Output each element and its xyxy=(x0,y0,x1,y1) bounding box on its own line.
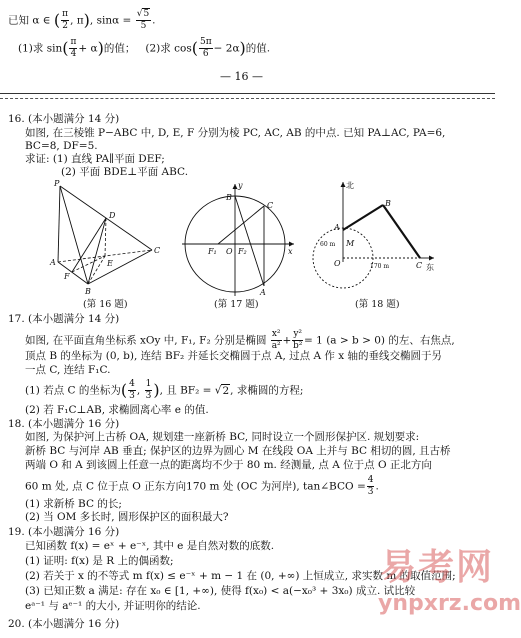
section-divider-dashed xyxy=(0,98,495,99)
frac-den: 3 xyxy=(145,391,152,401)
frac-num: 1 xyxy=(145,379,152,389)
fig17-label-y: y xyxy=(238,181,243,190)
fig17-label-o: O xyxy=(226,247,233,256)
q19-line5: eᵃ⁻¹ 与 aᵉ⁻¹ 的大小, 并证明你的结论. xyxy=(25,600,201,612)
sqrt-value: 5 xyxy=(143,9,150,19)
figure-18-bridge xyxy=(310,178,436,300)
coord-y-fraction xyxy=(145,380,153,401)
q18-line4 xyxy=(25,476,379,497)
q17-l4-prefix: (1) 若点 C 的坐标为 xyxy=(25,384,121,397)
coord-x-fraction xyxy=(128,380,136,401)
q19-line2: (1) 证明: f(x) 是 R 上的偶函数; xyxy=(25,555,174,567)
frac-num: 5π xyxy=(199,37,212,47)
frac-num: x² xyxy=(271,329,281,339)
y-axis-arrow xyxy=(233,184,238,189)
frac-den: 3 xyxy=(367,487,374,497)
q18-line3: 两端 O 和 A 到该圆上任意一点的距离均不少于 80 m. 经测量, 点 A 位于点 O 正北方向 xyxy=(25,459,432,471)
fig18-label-b: B xyxy=(385,199,391,208)
frac-den: 6 xyxy=(202,49,209,59)
x-axis-arrow xyxy=(289,242,294,247)
figure-17-ellipse xyxy=(178,178,298,300)
fig18-label-north: 北 xyxy=(346,181,354,190)
q17-l4-suffix: , 求椭圆的方程; xyxy=(230,384,304,397)
interval-right: π xyxy=(76,14,84,27)
section-divider-solid xyxy=(0,93,495,94)
q18-line5: (1) 求新桥 BC 的长; xyxy=(25,498,122,510)
q19-heading: 19. (本小题满分 16 分) xyxy=(8,526,120,538)
paren-right: ) xyxy=(97,38,104,58)
fig18-label-c: C xyxy=(416,261,423,270)
q17-line4: (1) 若点 C 的坐标为( $\frac{4}{3}$ , $\frac{1}{3}$ ), 且 BF₂ = √2, 求椭圆的方程; xyxy=(25,379,304,401)
fig18-label-170m: 170 m xyxy=(370,263,390,270)
frac-num: π xyxy=(70,37,77,47)
sqrt-value: 2 xyxy=(222,384,230,397)
frac-num: y² xyxy=(293,329,303,339)
fig18-caption: (第 18 题) xyxy=(355,299,400,310)
fig16-label-c: C xyxy=(154,246,161,255)
part2-minus: − 2α xyxy=(213,42,240,55)
q17-heading: 17. (本小题满分 14 分) xyxy=(8,313,120,325)
y2-over-b2 xyxy=(292,330,303,351)
fig16-label-f: F xyxy=(64,272,70,281)
part1-plus: + α xyxy=(78,42,98,55)
part2-fraction xyxy=(199,38,213,59)
q17-line5: (2) 若 F₁C⊥AB, 求椭圆离心率 e 的值. xyxy=(25,404,209,416)
tan-fraction xyxy=(367,476,375,497)
q18-heading: 18. (本小题满分 16 分) xyxy=(8,418,120,430)
frac-num: π xyxy=(62,9,69,19)
page-number: — 16 — xyxy=(220,70,263,83)
paren-right: ) xyxy=(83,10,90,30)
fig17-label-x: x xyxy=(288,247,293,256)
interval-left-fraction xyxy=(61,10,69,31)
fig18-label-60m: 60 m xyxy=(320,241,336,248)
paren-left: ( xyxy=(62,38,69,58)
fig16-caption: (第 16 题) xyxy=(83,299,128,310)
q17-line2: 顶点 B 的坐标为 (0, b), 连结 BF₂ 并延长交椭圆于点 A, 过点 A 作 x 轴的垂线交椭圆于另 xyxy=(25,350,443,362)
q16-line4: (2) 平面 BDE⊥平面 ABC. xyxy=(61,166,189,178)
fig17-label-f1: F₁ xyxy=(208,247,217,256)
frac-den: 3 xyxy=(129,391,135,401)
q18-line6: (2) 当 OM 多长时, 圆形保护区的面积最大? xyxy=(25,511,229,523)
frac-num: 4 xyxy=(367,475,374,485)
sin-fraction xyxy=(136,10,151,31)
paren-left: ( xyxy=(53,10,61,30)
fig16-label-a: A xyxy=(50,258,56,267)
frac-den: 4 xyxy=(70,49,77,59)
fig17-label-c: C xyxy=(267,201,274,210)
frac-num: √5 xyxy=(136,9,150,19)
frac-den: b² xyxy=(293,341,303,351)
paren-left: ( xyxy=(191,38,198,58)
part1-fraction xyxy=(69,38,77,59)
fig16-label-d: D xyxy=(109,211,116,220)
frac-den: a² xyxy=(271,341,281,351)
frac-num: 4 xyxy=(129,379,135,389)
paren-right: ) xyxy=(239,38,246,58)
fig17-label-f2: F₂ xyxy=(238,247,247,256)
q16-line2: BC=8, DF=5. xyxy=(25,140,98,152)
fig18-label-m: M xyxy=(346,239,355,248)
q16-heading: 16. (本小题满分 14 分) xyxy=(8,113,120,125)
q17-line1: 如图, 在平面直角坐标系 xOy 中, F₁, F₂ 分别是椭圆 $\frac{\text{x²}}{\text{a²}}$ + $\frac{\text{y²}}{\text{b²}}$ = 1 (a > b > 0) 的左、右焦点, xyxy=(25,329,455,351)
north-arrow xyxy=(341,182,346,187)
sin-text: sinα = xyxy=(96,14,132,27)
frac-den: 2 xyxy=(62,21,68,31)
q19-line1: 已知函数 f(x) = eˣ + e⁻ˣ, 其中 e 是自然对数的底数. xyxy=(25,540,275,552)
fig18-label-o: O xyxy=(334,259,341,268)
fig16-label-e: E xyxy=(107,259,113,268)
part2-prefix: (2)求 cos xyxy=(145,42,192,55)
q18-line2: 新桥 BC 与河岸 AB 垂直; 保护区的边界为圆心 M 在线段 OA 上并与 BC 相切的圆, 且古桥 xyxy=(25,445,451,457)
fig16-label-p: P xyxy=(54,179,60,188)
fig16-label-b: B xyxy=(85,287,91,296)
fig18-label-a: A xyxy=(334,223,340,232)
q18-l4-suffix: . xyxy=(375,480,379,493)
q17-l4-mid: , 且 BF₂ = xyxy=(159,384,212,397)
paren-left: ( xyxy=(120,380,128,400)
paren-right: ) xyxy=(153,380,160,400)
frac-den: 5 xyxy=(140,21,147,31)
top-given-prefix: 已知 α ∈ xyxy=(8,14,51,27)
part2-suffix: 的值. xyxy=(245,42,271,55)
q20-heading: 20. (本小题满分 16 分) xyxy=(8,618,120,630)
q16-line1: 如图, 在三棱锥 P−ABC 中, D, E, F 分别为棱 PC, AC, AB 的中点. 已知 PA⊥AC, PA=6, xyxy=(25,127,446,139)
watermark-logo: 易考网 xyxy=(380,547,495,588)
x2-over-a2 xyxy=(271,330,282,351)
figure-16-tetrahedron xyxy=(48,178,168,300)
q17-l1-suffix: = 1 (a > b > 0) 的左、右焦点, xyxy=(304,334,455,347)
q19-line3: (2) 若关于 x 的不等式 m f(x) ≤ e⁻ˣ + m − 1 在 (0, +∞) 上恒成立, 求实数 m 的取值范围; xyxy=(25,570,456,582)
part1-prefix: (1)求 sin xyxy=(18,42,63,55)
q17-line3: 一点 C, 连结 F₁C. xyxy=(25,364,111,376)
q18-l4-prefix: 60 m 处, 点 C 位于点 O 正东方向170 m 处 (OC 为河岸), tan∠BCO = xyxy=(25,480,366,493)
q19-line4: (3) 已知正数 a 满足: 存在 x₀ ∈ [1, +∞), 使得 f(x₀) < a(−x₀³ + 3x₀) 成立. 试比较 xyxy=(25,585,416,597)
top-parts-line xyxy=(18,38,270,59)
fig17-label-a: A xyxy=(260,288,266,297)
watermark-url: ynpxrz.com xyxy=(378,591,521,616)
fig17-label-b: B xyxy=(226,193,232,202)
q17-l1-prefix: 如图, 在平面直角坐标系 xOy 中, F₁, F₂ 分别是椭圆 xyxy=(25,334,267,347)
part1-suffix: 的值； xyxy=(103,42,136,55)
fig17-caption: (第 17 题) xyxy=(214,299,259,310)
q16-line3: 求证: (1) 直线 PA∥平面 DEF; xyxy=(25,153,165,165)
q18-line1: 如图, 为保护河上古桥 OA, 规划建一座新桥 BC, 同时设立一个圆形保护区. 规划要求: xyxy=(25,431,420,443)
fig18-label-east: 东 xyxy=(426,263,434,272)
top-given-line: 已知 α ∈ ( $\frac{\pi}{2}$ , π), sinα = $\frac{√5}{5}$ . xyxy=(8,9,156,31)
east-arrow xyxy=(429,256,434,261)
